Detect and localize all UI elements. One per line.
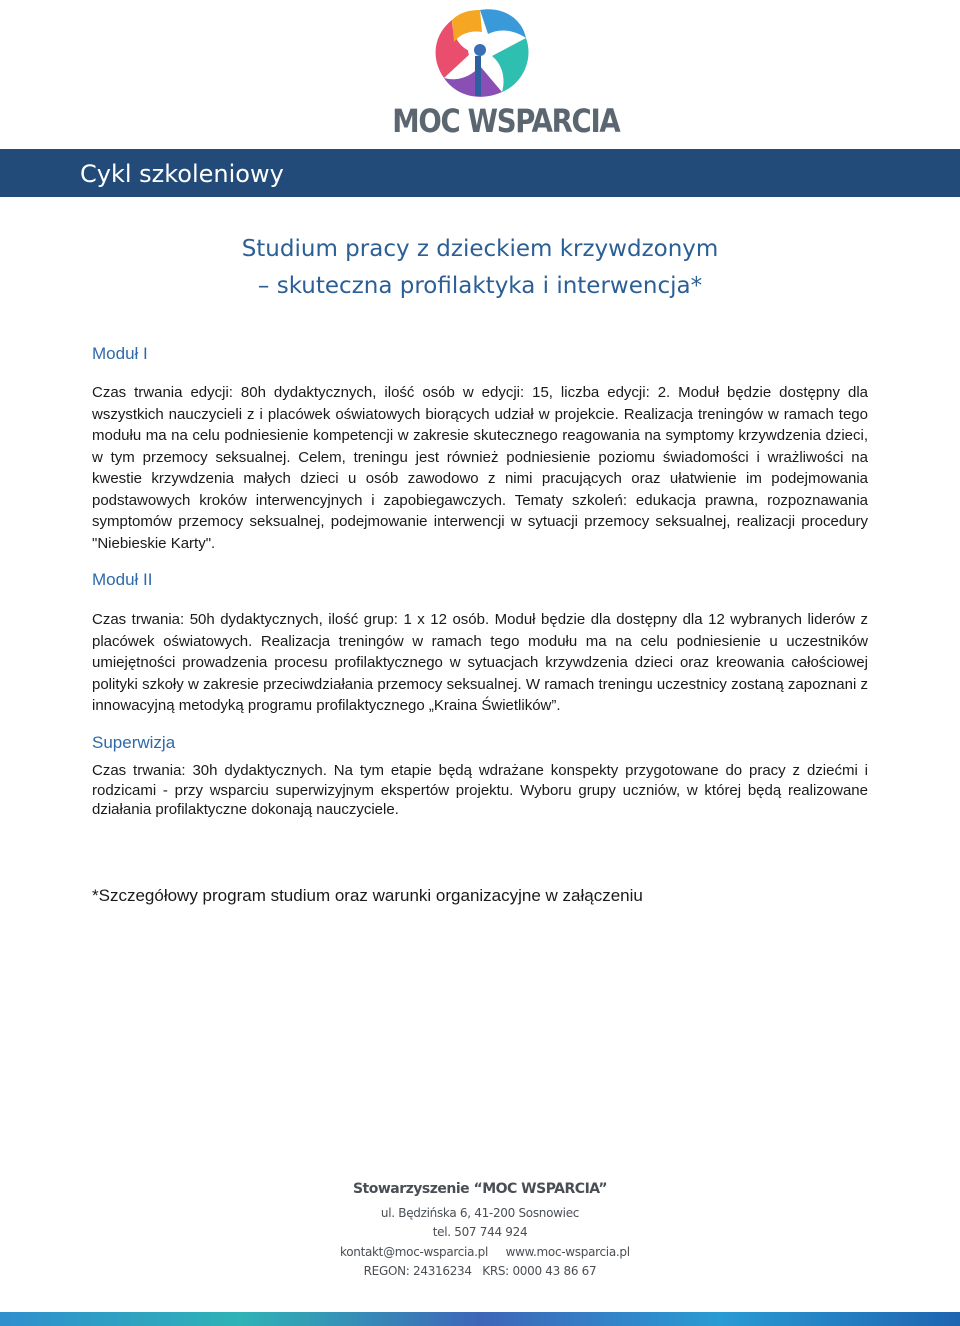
module2-heading: Moduł II (92, 570, 153, 589)
bottom-color-bar (0, 1312, 960, 1326)
document-title-line2: – skuteczna profilaktyka i interwencja* (257, 273, 703, 299)
footer-phone: tel. 507 744 924 (432, 1225, 528, 1239)
footer-ids: REGON: 24316234 KRS: 0000 43 86 67 (363, 1264, 597, 1278)
module1-heading: Moduł I (92, 344, 148, 363)
logo-emblem-icon (422, 4, 538, 102)
document-title-line1: Studium pracy z dzieckiem krzywdzonym (241, 236, 719, 262)
banner-title: Cykl szkoleniowy (80, 160, 284, 188)
header-banner (0, 149, 960, 197)
footer-address: ul. Będzińska 6, 41-200 Sosnowiec (380, 1205, 580, 1220)
logo (378, 4, 620, 140)
module1-text: Czas trwania edycji: 80h dydaktycznych, ilość osób w edycji: 15, liczba edycji: 2. Moduł będzie dostępny dla wszystkich nauczycieli z i placówek oświatowych biorących udział w projekcie. Realizacja treningów w ramach tego modułu ma na celu podniesienie kompetencji w zakresie skutecznego reagowania na symptomy krzywdzenia dzieci, w tym przemocy seksualnej. Celem, treningu jest również podniesienie poziomu świadomości i wrażliwości na kwestie krzywdzenia małych dzieci u osób zawodowo z nimi pracujących oraz ułatwienie im podejmowania podstawowych kroków interwencyjnych i zapobiegawczych. Tematy szkoleń: edukacja prawna, rozpoznawania symptomów przemocy seksualnej, podejmowanie interwencji w sytuacji przemocy seksualnej, realizacji procedury "Niebieskie Karty". (92, 384, 868, 552)
module2-text: Czas trwania: 50h dydaktycznych, ilość grup: 1 x 12 osób. Moduł będzie dla dostępny dla 12 wybranych liderów z placówek oświatowych. Realizacja treningów w ramach tego modułu ma na celu podniesienie u uczestników umiejętności prowadzenia procesu profilaktycznego w sytuacjach krzywdzenia dzieci oraz kreowania całościowej polityki szkoły w zakresie przeciwdziałania przemocy seksualnej. W ramach treningu uczestnicy zostaną zapoznani z innowacyjną metodyką programu profilaktycznego „Kraina Świetlików”. (92, 611, 868, 714)
footer-org: Stowarzyszenie “MOC WSPARCIA” (352, 1181, 608, 1197)
supervision-heading: Superwizja (92, 733, 176, 752)
footer-contact (340, 1180, 630, 1282)
logo-text: MOC WSPARCIA (392, 102, 620, 140)
footer-links: kontakt@moc-wsparcia.pl www.moc-wsparcia.pl (340, 1244, 630, 1259)
supervision-text: Czas trwania: 30h dydaktycznych. Na tym etapie będą wdrażane konspekty przygotowane do pracy z dziećmi i rodzicami - przy wsparciu superwizyjnym ekspertów projektu. Wyboru grupy uczniów, w której będą realizowane działania profilaktyczne dokonają nauczyciele. (92, 762, 868, 818)
footnote: *Szczegółowy program studium oraz warunki organizacyjne w załączeniu (92, 886, 643, 905)
